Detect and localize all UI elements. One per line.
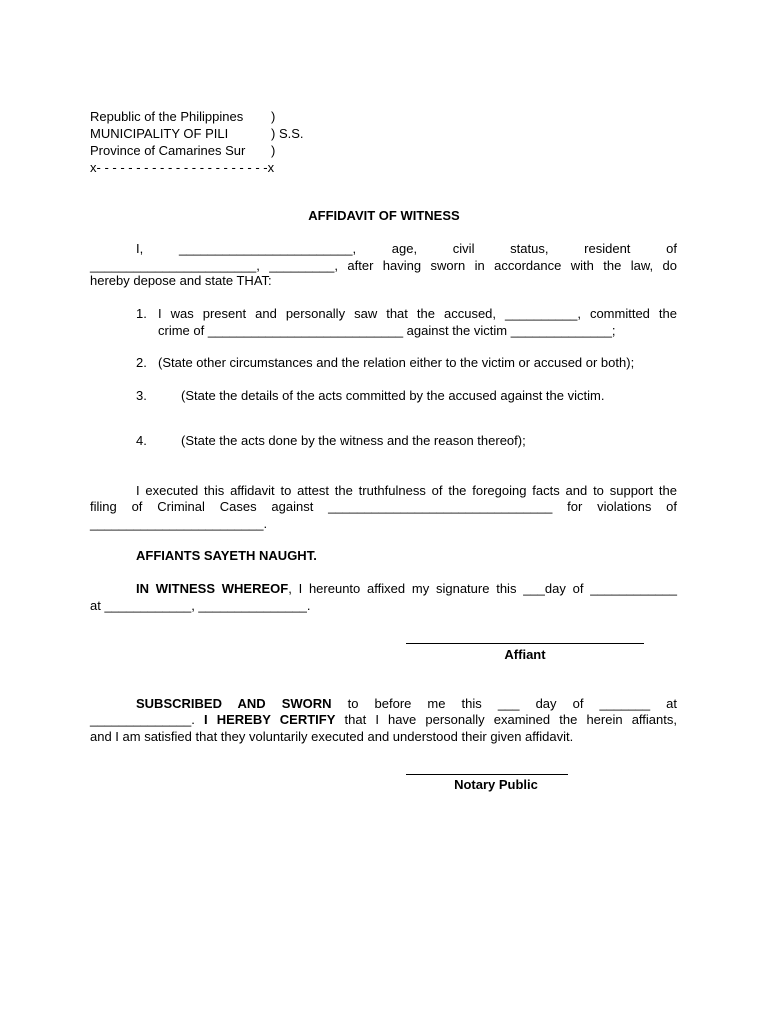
item-1-line-1: I was present and personally saw that the accused, __________, committed the <box>158 306 677 321</box>
hereby-certify-bold: I HEREBY CERTIFY <box>203 712 336 727</box>
intro-word: ________________________, <box>178 241 357 256</box>
witness-whereof-bold: IN WITNESS WHEREOF <box>136 581 289 596</box>
intro-word: resident <box>584 241 631 256</box>
intro-line-2: _______________________, _________, after having sworn in accordance with the law, do <box>90 258 677 273</box>
document-title: AFFIDAVIT OF WITNESS <box>308 208 460 223</box>
item-number: 1. <box>136 306 147 321</box>
subscribed-sworn-text: to before me this ___ day of _______ at <box>331 696 677 711</box>
witness-whereof-text: , I hereunto affixed my signature this ___day of ____________ <box>288 581 677 596</box>
executed-line-2: filing of Criminal Cases against _______________________________ for violations of <box>90 499 677 514</box>
intro-word: civil <box>452 241 475 256</box>
affiant-signature-line <box>406 643 644 644</box>
subscribed-line-2-text: that I have personally examined the herein affiants, <box>335 712 677 727</box>
witness-line-1 <box>136 581 677 597</box>
witness-line-2: at ____________, _______________. <box>90 598 311 613</box>
notary-signature-line <box>406 774 568 775</box>
intro-line-1 <box>136 241 677 257</box>
item-number: 2. <box>136 355 147 370</box>
intro-word: I, <box>136 241 144 256</box>
item-number: 4. <box>136 433 147 448</box>
subscribed-sworn-bold: SUBSCRIBED AND SWORN <box>136 696 332 711</box>
venue-rule: x- - - - - - - - - - - - - - - - - - - - - -x <box>90 160 275 175</box>
subscribed-line-3: and I am satisfied that they voluntarily executed and understood their given affidavit. <box>90 729 574 744</box>
intro-word: of <box>666 241 677 256</box>
affiants-sayeth-naught: AFFIANTS SAYETH NAUGHT. <box>136 548 317 563</box>
affiant-label: Affiant <box>504 647 546 662</box>
venue-paren-1: ) <box>271 109 276 124</box>
intro-word: age, <box>391 241 418 256</box>
item-2-text: (State other circumstances and the relation either to the victim or accused or both); <box>158 355 635 370</box>
intro-line-3: hereby depose and state THAT: <box>90 273 272 288</box>
item-4-text: (State the acts done by the witness and the reason thereof); <box>181 433 526 448</box>
subscribed-line-2 <box>90 712 677 728</box>
venue-line-province: Province of Camarines Sur <box>90 143 246 158</box>
item-1-line-2: crime of ___________________________ against the victim ______________; <box>158 323 616 338</box>
intro-word: status, <box>510 241 549 256</box>
subscribed-line-1 <box>136 696 677 712</box>
venue-line-municipality: MUNICIPALITY OF PILI <box>90 126 229 141</box>
venue-line-republic: Republic of the Philippines <box>90 109 244 124</box>
notary-public-label: Notary Public <box>454 777 538 792</box>
item-3-text: (State the details of the acts committed by the accused against the victim. <box>181 388 605 403</box>
subscribed-blank: ______________. <box>90 712 204 727</box>
executed-line-3: ________________________. <box>90 516 268 531</box>
venue-ss: ) S.S. <box>271 126 304 141</box>
venue-paren-3: ) <box>271 143 276 158</box>
item-number: 3. <box>136 388 147 403</box>
executed-line-1: I executed this affidavit to attest the truthfulness of the foregoing facts and to support the <box>136 483 677 498</box>
